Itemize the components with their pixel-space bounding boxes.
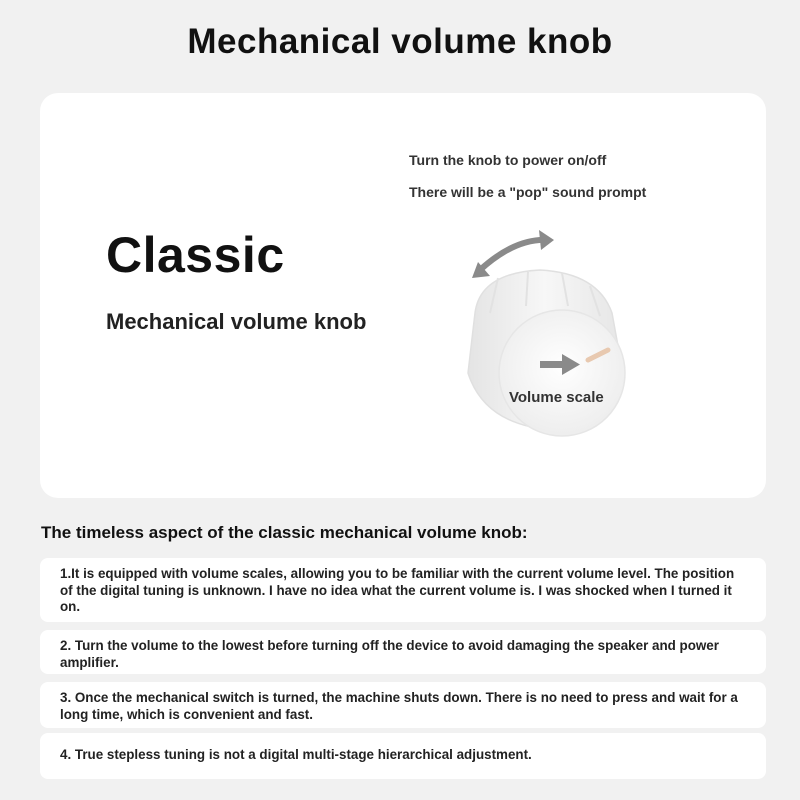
- hero-subheadline: Mechanical volume knob: [106, 309, 367, 334]
- power-tip: Turn the knob to power on/off: [409, 152, 607, 168]
- section-heading: The timeless aspect of the classic mechanical volume knob:: [41, 523, 528, 542]
- feature-item: 1.It is equipped with volume scales, allowing you to be familiar with the current volume level. The position of the digital tuning is unknown. I have no idea what the current volume is. I was shocked when I turned it on.: [40, 558, 766, 622]
- pop-sound-tip: There will be a "pop" sound prompt: [409, 184, 647, 200]
- knob-illustration: [440, 218, 660, 448]
- feature-item: 4. True stepless tuning is not a digital multi-stage hierarchical adjustment.: [40, 733, 766, 779]
- feature-item: 2. Turn the volume to the lowest before turning off the device to avoid damaging the speaker and power amplifier.: [40, 630, 766, 674]
- feature-item: 3. Once the mechanical switch is turned, the machine shuts down. There is no need to press and wait for a long time, which is convenient and fast.: [40, 682, 766, 728]
- volume-scale-label: Volume scale: [509, 389, 604, 406]
- page-title: Mechanical volume knob: [187, 22, 613, 61]
- hero-headline: Classic: [106, 227, 285, 283]
